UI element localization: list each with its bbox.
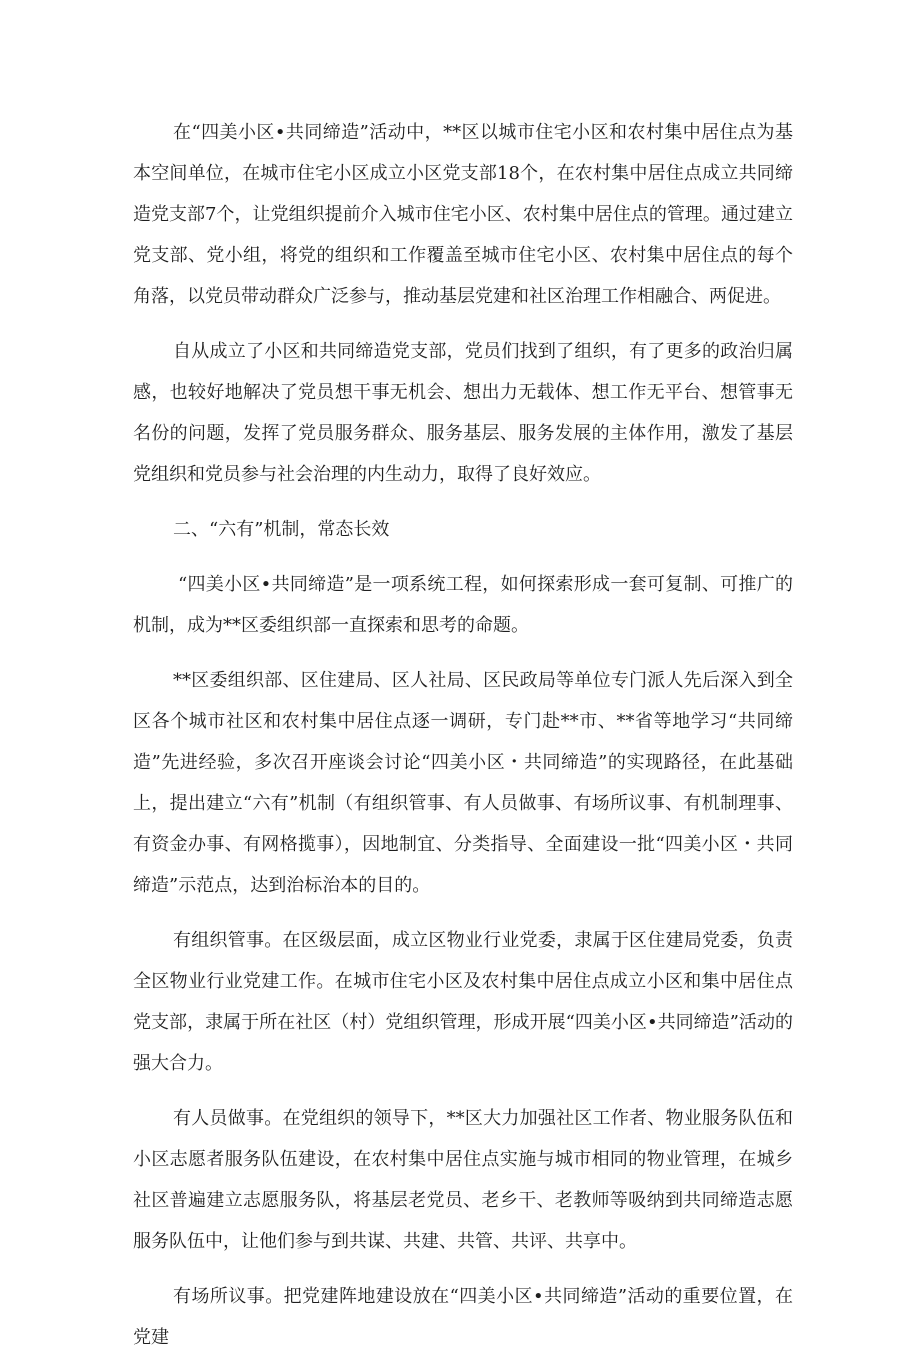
paragraph-research-and-mechanism: **区委组织部、区住建局、区人社局、区民政局等单位专门派人先后深入到全区各个城市社区和农村集中居住点逐一调研，专门赴**市、**省等地学习“共同缔造”先进经验，多次召开座谈会讨论“四美小区・共同缔造”的实现路径，在此基础上，提出建立“六有”机制（有组织管事、有人员做事、有场所议事、有机制理事、有资金办事、有网格揽事），因地制宜、分类指导、全面建设一批“四美小区・共同缔造”示范点，达到治标治本的目的。 — [133, 670, 793, 896]
paragraph-personnel-work: 有人员做事。在党组织的领导下，**区大力加强社区工作者、物业服务队伍和小区志愿者服务队伍建设，在农村集中居住点实施与城市相同的物业管理，在城乡社区普遍建立志愿服务队，将基层老党员、老乡干、老教师等吸纳到共同缔造志愿服务队伍中，让他们参与到共谋、共建、共管、共评、共享中。 — [133, 1108, 793, 1252]
paragraph-organization-management: 有组织管事。在区级层面，成立区物业行业党委，隶属于区住建局党委，负责全区物业行业党建工作。在城市住宅小区及农村集中居住点成立小区和集中居住点党支部，隶属于所在社区（村）党组织管理，形成开展“四美小区•共同缔造”活动的强大合力。 — [133, 930, 793, 1074]
paragraph-venue-discussion: 有场所议事。把党建阵地建设放在“四美小区•共同缔造”活动的重要位置，在党建 — [133, 1286, 793, 1348]
paragraph-party-member-belonging: 自从成立了小区和共同缔造党支部，党员们找到了组织，有了更多的政治归属感，也较好地解决了党员想干事无机会、想出力无载体、想工作无平台、想管事无名份的问题，发挥了党员服务群众、服务基层、服务发展的主体作用，激发了基层党组织和党员参与社会治理的内生动力，取得了良好效应。 — [133, 341, 793, 485]
section-heading-six-mechanisms: 二、“六有”机制，常态长效 — [173, 519, 390, 540]
document-body — [133, 112, 793, 1372]
paragraph-system-project: “四美小区•共同缔造”是一项系统工程，如何探索形成一套可复制、可推广的机制，成为**区委组织部一直探索和思考的命题。 — [133, 574, 793, 636]
paragraph-party-branch-coverage: 在“四美小区•共同缔造”活动中，**区以城市住宅小区和农村集中居住点为基本空间单位，在城市住宅小区成立小区党支部18个，在农村集中居住点成立共同缔造党支部7个，让党组织提前介入城市住宅小区、农村集中居住点的管理。通过建立党支部、党小组，将党的组织和工作覆盖至城市住宅小区、农村集中居住点的每个角落，以党员带动群众广泛参与，推动基层党建和社区治理工作相融合、两促进。 — [133, 122, 793, 307]
